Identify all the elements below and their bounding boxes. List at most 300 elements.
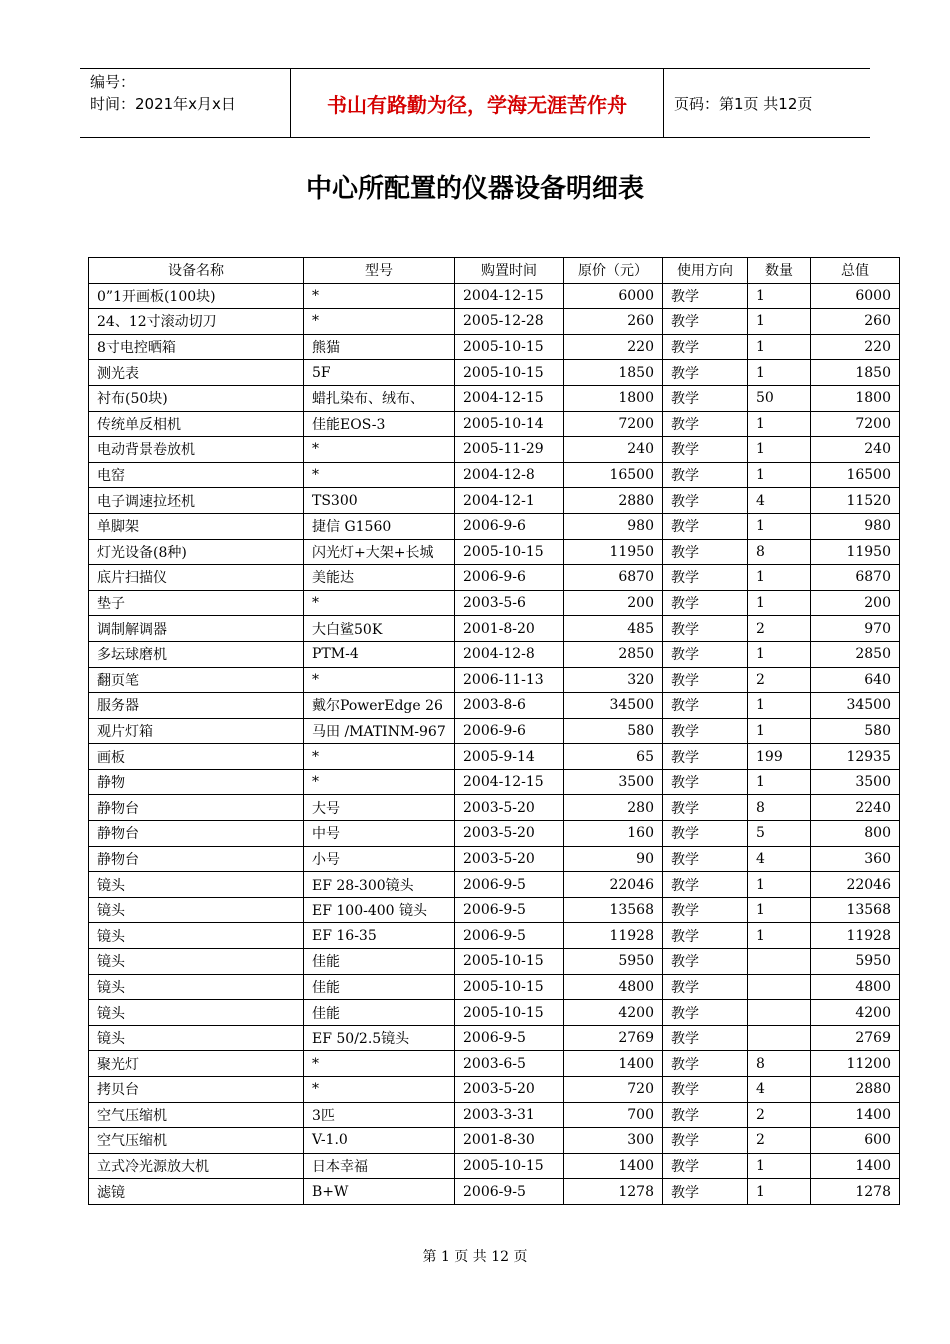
cell-date: 2003-5-20 <box>455 821 564 847</box>
table-row <box>89 667 900 693</box>
cell-model: 闪光灯+大架+长城 <box>304 539 455 565</box>
table-row <box>89 1051 900 1077</box>
cell-total: 240 <box>811 437 900 463</box>
table-row <box>89 488 900 514</box>
cell-date: 2004-12-15 <box>455 283 564 309</box>
cell-date: 2004-12-8 <box>455 641 564 667</box>
cell-model: 小号 <box>304 846 455 872</box>
cell-price: 1278 <box>564 1179 663 1205</box>
cell-name: 电窑 <box>89 462 304 488</box>
cell-quantity: 1 <box>748 334 811 360</box>
cell-price: 90 <box>564 846 663 872</box>
cell-total: 3500 <box>811 769 900 795</box>
column-header: 设备名称 <box>89 258 304 284</box>
cell-usage: 教学 <box>663 1000 748 1026</box>
cell-total: 5950 <box>811 949 900 975</box>
cell-usage: 教学 <box>663 846 748 872</box>
cell-name: 传统单反相机 <box>89 411 304 437</box>
cell-model: 3匹 <box>304 1102 455 1128</box>
cell-usage: 教学 <box>663 462 748 488</box>
header-meta <box>80 69 291 137</box>
cell-usage: 教学 <box>663 565 748 591</box>
cell-date: 2005-10-15 <box>455 1153 564 1179</box>
cell-quantity: 1 <box>748 718 811 744</box>
cell-name: 空气压缩机 <box>89 1128 304 1154</box>
cell-price: 4800 <box>564 974 663 1000</box>
cell-date: 2006-9-6 <box>455 513 564 539</box>
table-row <box>89 923 900 949</box>
cell-total: 2850 <box>811 641 900 667</box>
cell-total: 4800 <box>811 974 900 1000</box>
cell-model: 佳能 <box>304 1000 455 1026</box>
cell-date: 2001-8-20 <box>455 616 564 642</box>
cell-total: 1400 <box>811 1102 900 1128</box>
cell-usage: 教学 <box>663 821 748 847</box>
column-header: 数量 <box>748 258 811 284</box>
cell-price: 160 <box>564 821 663 847</box>
cell-quantity: 4 <box>748 488 811 514</box>
cell-date: 2005-10-15 <box>455 949 564 975</box>
table-row <box>89 769 900 795</box>
cell-name: 灯光设备(8种) <box>89 539 304 565</box>
cell-model: EF 50/2.5镜头 <box>304 1025 455 1051</box>
page-footer: 第 1 页 共 12 页 <box>422 1249 528 1265</box>
cell-name: 垫子 <box>89 590 304 616</box>
header-motto: 书山有路勤为径，学海无涯苦作舟 <box>327 92 627 117</box>
cell-quantity: 1 <box>748 1153 811 1179</box>
cell-total: 6000 <box>811 283 900 309</box>
cell-usage: 教学 <box>663 437 748 463</box>
cell-date: 2003-6-5 <box>455 1051 564 1077</box>
cell-price: 485 <box>564 616 663 642</box>
cell-name: 测光表 <box>89 360 304 386</box>
cell-quantity: 2 <box>748 1128 811 1154</box>
cell-name: 衬布(50块) <box>89 385 304 411</box>
cell-name: 立式冷光源放大机 <box>89 1153 304 1179</box>
cell-name: 镜头 <box>89 974 304 1000</box>
cell-usage: 教学 <box>663 974 748 1000</box>
cell-name: 滤镜 <box>89 1179 304 1205</box>
cell-model: 大白鲨50K <box>304 616 455 642</box>
cell-quantity: 8 <box>748 1051 811 1077</box>
cell-total: 260 <box>811 309 900 335</box>
cell-total: 360 <box>811 846 900 872</box>
cell-model: * <box>304 462 455 488</box>
table-row <box>89 846 900 872</box>
cell-name: 调制解调器 <box>89 616 304 642</box>
cell-usage: 教学 <box>663 769 748 795</box>
table-row <box>89 693 900 719</box>
cell-model: 熊猫 <box>304 334 455 360</box>
cell-usage: 教学 <box>663 872 748 898</box>
cell-total: 11200 <box>811 1051 900 1077</box>
cell-usage: 教学 <box>663 1025 748 1051</box>
cell-model: 马田 /MATINM-967 <box>304 718 455 744</box>
cell-total: 2240 <box>811 795 900 821</box>
cell-price: 2769 <box>564 1025 663 1051</box>
cell-date: 2006-9-5 <box>455 1025 564 1051</box>
cell-usage: 教学 <box>663 693 748 719</box>
cell-price: 65 <box>564 744 663 770</box>
document-number-label: 编号： <box>90 73 136 91</box>
cell-model: * <box>304 1077 455 1103</box>
cell-model: 美能达 <box>304 565 455 591</box>
cell-quantity: 4 <box>748 846 811 872</box>
cell-date: 2004-12-15 <box>455 385 564 411</box>
cell-model: * <box>304 769 455 795</box>
table-row <box>89 360 900 386</box>
cell-usage: 教学 <box>663 718 748 744</box>
cell-price: 22046 <box>564 872 663 898</box>
table-body <box>89 283 900 1204</box>
cell-name: 单脚架 <box>89 513 304 539</box>
cell-quantity: 1 <box>748 360 811 386</box>
table-row <box>89 385 900 411</box>
cell-price: 280 <box>564 795 663 821</box>
cell-total: 4200 <box>811 1000 900 1026</box>
cell-total: 16500 <box>811 462 900 488</box>
cell-model: B+W <box>304 1179 455 1205</box>
cell-quantity: 5 <box>748 821 811 847</box>
table-row <box>89 565 900 591</box>
table-row <box>89 897 900 923</box>
cell-usage: 教学 <box>663 385 748 411</box>
cell-total: 11928 <box>811 923 900 949</box>
header-page-info: 页码：第1页 共12页 <box>674 94 813 113</box>
table-row <box>89 1102 900 1128</box>
cell-total: 22046 <box>811 872 900 898</box>
cell-model: * <box>304 590 455 616</box>
cell-name: 静物台 <box>89 821 304 847</box>
cell-quantity: 1 <box>748 641 811 667</box>
cell-total: 600 <box>811 1128 900 1154</box>
table-header-row <box>89 258 900 284</box>
cell-model: * <box>304 283 455 309</box>
cell-name: 镜头 <box>89 1025 304 1051</box>
cell-price: 2850 <box>564 641 663 667</box>
cell-total: 220 <box>811 334 900 360</box>
cell-model: 日本幸福 <box>304 1153 455 1179</box>
cell-model: 佳能 <box>304 949 455 975</box>
cell-name: 电动背景卷放机 <box>89 437 304 463</box>
cell-model: V-1.0 <box>304 1128 455 1154</box>
cell-quantity <box>748 1000 811 1026</box>
cell-usage: 教学 <box>663 1153 748 1179</box>
cell-price: 320 <box>564 667 663 693</box>
cell-date: 2001-8-30 <box>455 1128 564 1154</box>
cell-date: 2005-11-29 <box>455 437 564 463</box>
cell-price: 6000 <box>564 283 663 309</box>
page-header <box>80 68 870 138</box>
cell-quantity: 1 <box>748 923 811 949</box>
cell-price: 3500 <box>564 769 663 795</box>
cell-date: 2005-10-15 <box>455 974 564 1000</box>
cell-price: 4200 <box>564 1000 663 1026</box>
cell-date: 2005-9-14 <box>455 744 564 770</box>
cell-usage: 教学 <box>663 744 748 770</box>
cell-price: 300 <box>564 1128 663 1154</box>
cell-name: 电子调速拉坯机 <box>89 488 304 514</box>
cell-name: 静物 <box>89 769 304 795</box>
table-row <box>89 872 900 898</box>
cell-usage: 教学 <box>663 411 748 437</box>
cell-name: 24、12寸滚动切刀 <box>89 309 304 335</box>
cell-total: 11520 <box>811 488 900 514</box>
cell-price: 240 <box>564 437 663 463</box>
cell-quantity: 1 <box>748 769 811 795</box>
cell-model: 大号 <box>304 795 455 821</box>
cell-name: 镜头 <box>89 872 304 898</box>
cell-usage: 教学 <box>663 641 748 667</box>
cell-price: 700 <box>564 1102 663 1128</box>
cell-total: 980 <box>811 513 900 539</box>
cell-quantity <box>748 949 811 975</box>
cell-date: 2005-10-15 <box>455 1000 564 1026</box>
cell-quantity <box>748 1025 811 1051</box>
table-row <box>89 1153 900 1179</box>
table-row <box>89 974 900 1000</box>
cell-usage: 教学 <box>663 360 748 386</box>
cell-name: 拷贝台 <box>89 1077 304 1103</box>
cell-price: 7200 <box>564 411 663 437</box>
cell-date: 2005-10-15 <box>455 539 564 565</box>
cell-usage: 教学 <box>663 667 748 693</box>
cell-total: 11950 <box>811 539 900 565</box>
table-row <box>89 641 900 667</box>
cell-usage: 教学 <box>663 949 748 975</box>
cell-usage: 教学 <box>663 1051 748 1077</box>
cell-usage: 教学 <box>663 283 748 309</box>
cell-usage: 教学 <box>663 590 748 616</box>
cell-price: 6870 <box>564 565 663 591</box>
cell-price: 13568 <box>564 897 663 923</box>
cell-model: * <box>304 309 455 335</box>
cell-model: 捷信 G1560 <box>304 513 455 539</box>
cell-price: 2880 <box>564 488 663 514</box>
cell-total: 13568 <box>811 897 900 923</box>
cell-date: 2003-8-6 <box>455 693 564 719</box>
cell-quantity: 1 <box>748 309 811 335</box>
table-row <box>89 795 900 821</box>
cell-model: 蜡扎染布、绒布、 <box>304 385 455 411</box>
table-row <box>89 718 900 744</box>
cell-date: 2003-5-20 <box>455 1077 564 1103</box>
cell-total: 200 <box>811 590 900 616</box>
cell-date: 2006-9-6 <box>455 718 564 744</box>
table-row <box>89 1077 900 1103</box>
cell-price: 11928 <box>564 923 663 949</box>
cell-date: 2004-12-15 <box>455 769 564 795</box>
cell-quantity: 2 <box>748 616 811 642</box>
cell-price: 11950 <box>564 539 663 565</box>
cell-name: 画板 <box>89 744 304 770</box>
cell-total: 1278 <box>811 1179 900 1205</box>
header-motto-cell <box>291 69 664 137</box>
cell-model: 中号 <box>304 821 455 847</box>
cell-model: TS300 <box>304 488 455 514</box>
table-row <box>89 949 900 975</box>
cell-quantity: 4 <box>748 1077 811 1103</box>
column-header: 型号 <box>304 258 455 284</box>
cell-total: 580 <box>811 718 900 744</box>
cell-price: 200 <box>564 590 663 616</box>
cell-name: 镜头 <box>89 923 304 949</box>
cell-quantity: 1 <box>748 565 811 591</box>
cell-name: 镜头 <box>89 897 304 923</box>
cell-model: * <box>304 744 455 770</box>
cell-date: 2006-9-5 <box>455 1179 564 1205</box>
cell-usage: 教学 <box>663 1179 748 1205</box>
table-row <box>89 411 900 437</box>
cell-name: 服务器 <box>89 693 304 719</box>
cell-quantity: 8 <box>748 795 811 821</box>
cell-price: 34500 <box>564 693 663 719</box>
cell-total: 7200 <box>811 411 900 437</box>
cell-date: 2003-5-20 <box>455 846 564 872</box>
cell-price: 1850 <box>564 360 663 386</box>
cell-date: 2004-12-8 <box>455 462 564 488</box>
cell-date: 2006-9-6 <box>455 565 564 591</box>
cell-price: 220 <box>564 334 663 360</box>
cell-date: 2005-12-28 <box>455 309 564 335</box>
cell-name: 观片灯箱 <box>89 718 304 744</box>
table-row <box>89 1179 900 1205</box>
table-row <box>89 590 900 616</box>
cell-quantity: 2 <box>748 667 811 693</box>
cell-name: 多坛球磨机 <box>89 641 304 667</box>
cell-model: 戴尔PowerEdge 26 <box>304 693 455 719</box>
cell-name: 聚光灯 <box>89 1051 304 1077</box>
cell-name: 镜头 <box>89 1000 304 1026</box>
cell-model: EF 100-400 镜头 <box>304 897 455 923</box>
cell-usage: 教学 <box>663 1102 748 1128</box>
cell-price: 1400 <box>564 1051 663 1077</box>
cell-name: 翻页笔 <box>89 667 304 693</box>
cell-date: 2003-3-31 <box>455 1102 564 1128</box>
cell-quantity: 1 <box>748 590 811 616</box>
cell-quantity: 1 <box>748 897 811 923</box>
cell-model: 佳能 <box>304 974 455 1000</box>
cell-quantity: 1 <box>748 411 811 437</box>
table-row <box>89 1025 900 1051</box>
equipment-table <box>88 257 900 1205</box>
cell-name: 静物台 <box>89 846 304 872</box>
cell-quantity: 50 <box>748 385 811 411</box>
cell-model: * <box>304 667 455 693</box>
cell-usage: 教学 <box>663 488 748 514</box>
cell-quantity: 2 <box>748 1102 811 1128</box>
cell-name: 0”1开画板(100块) <box>89 283 304 309</box>
cell-total: 34500 <box>811 693 900 719</box>
cell-model: 5F <box>304 360 455 386</box>
cell-model: * <box>304 1051 455 1077</box>
cell-usage: 教学 <box>663 513 748 539</box>
cell-price: 1400 <box>564 1153 663 1179</box>
cell-price: 580 <box>564 718 663 744</box>
cell-price: 16500 <box>564 462 663 488</box>
cell-date: 2006-9-5 <box>455 923 564 949</box>
cell-quantity: 1 <box>748 872 811 898</box>
table-row <box>89 539 900 565</box>
cell-usage: 教学 <box>663 923 748 949</box>
cell-usage: 教学 <box>663 1128 748 1154</box>
cell-model: * <box>304 437 455 463</box>
cell-total: 970 <box>811 616 900 642</box>
cell-model: EF 16-35 <box>304 923 455 949</box>
cell-quantity: 1 <box>748 283 811 309</box>
page-title: 中心所配置的仪器设备明细表 <box>305 174 644 204</box>
cell-usage: 教学 <box>663 795 748 821</box>
cell-total: 1800 <box>811 385 900 411</box>
cell-total: 800 <box>811 821 900 847</box>
cell-price: 5950 <box>564 949 663 975</box>
table-row <box>89 513 900 539</box>
cell-usage: 教学 <box>663 1077 748 1103</box>
cell-quantity: 1 <box>748 693 811 719</box>
cell-total: 640 <box>811 667 900 693</box>
table-row <box>89 821 900 847</box>
cell-name: 空气压缩机 <box>89 1102 304 1128</box>
cell-quantity: 1 <box>748 437 811 463</box>
cell-name: 底片扫描仪 <box>89 565 304 591</box>
cell-total: 6870 <box>811 565 900 591</box>
cell-date: 2005-10-15 <box>455 334 564 360</box>
table-row <box>89 616 900 642</box>
cell-quantity: 1 <box>748 513 811 539</box>
cell-quantity: 1 <box>748 462 811 488</box>
cell-total: 12935 <box>811 744 900 770</box>
cell-quantity: 8 <box>748 539 811 565</box>
cell-usage: 教学 <box>663 616 748 642</box>
cell-date: 2005-10-15 <box>455 360 564 386</box>
cell-total: 2769 <box>811 1025 900 1051</box>
cell-date: 2003-5-20 <box>455 795 564 821</box>
cell-name: 8寸电控晒箱 <box>89 334 304 360</box>
cell-usage: 教学 <box>663 897 748 923</box>
cell-price: 980 <box>564 513 663 539</box>
cell-total: 2880 <box>811 1077 900 1103</box>
table-row <box>89 283 900 309</box>
cell-model: 佳能EOS-3 <box>304 411 455 437</box>
cell-date: 2006-9-5 <box>455 872 564 898</box>
cell-model: EF 28-300镜头 <box>304 872 455 898</box>
cell-usage: 教学 <box>663 539 748 565</box>
cell-date: 2005-10-14 <box>455 411 564 437</box>
cell-quantity: 199 <box>748 744 811 770</box>
cell-price: 260 <box>564 309 663 335</box>
cell-date: 2003-5-6 <box>455 590 564 616</box>
cell-name: 静物台 <box>89 795 304 821</box>
table-row <box>89 309 900 335</box>
cell-model: PTM-4 <box>304 641 455 667</box>
cell-price: 720 <box>564 1077 663 1103</box>
cell-total: 1400 <box>811 1153 900 1179</box>
cell-date: 2006-9-5 <box>455 897 564 923</box>
column-header: 购置时间 <box>455 258 564 284</box>
cell-total: 1850 <box>811 360 900 386</box>
cell-date: 2004-12-1 <box>455 488 564 514</box>
column-header: 使用方向 <box>663 258 748 284</box>
column-header: 总值 <box>811 258 900 284</box>
cell-price: 1800 <box>564 385 663 411</box>
table-row <box>89 1128 900 1154</box>
cell-quantity <box>748 974 811 1000</box>
cell-date: 2006-11-13 <box>455 667 564 693</box>
document-date: 时间：2021年x月x日 <box>90 95 236 113</box>
table-row <box>89 744 900 770</box>
table-row <box>89 437 900 463</box>
table-row <box>89 334 900 360</box>
